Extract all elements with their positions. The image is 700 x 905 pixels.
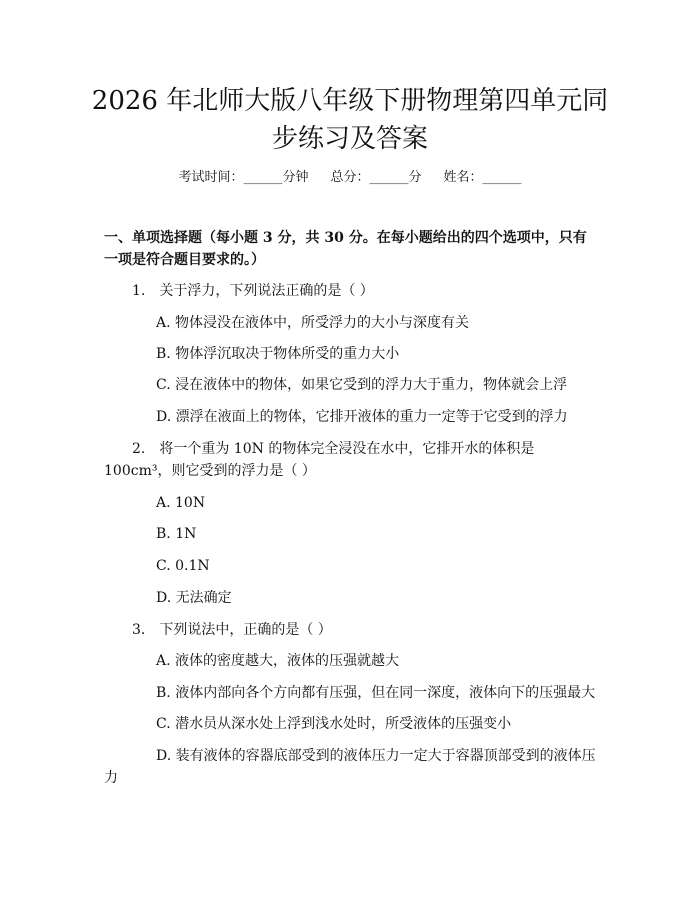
question-1-option-b: B. 物体浮沉取决于物体所受的重力大小 xyxy=(156,346,400,362)
total-score-field: 总分：______分 xyxy=(330,170,422,185)
question-1-option-c: C. 浸在液体中的物体，如果它受到的浮力大于重力，物体就会上浮 xyxy=(156,377,568,393)
student-name-field: 姓名：______ xyxy=(443,170,522,185)
question-2-option-d: D. 无法确定 xyxy=(156,590,232,606)
question-3-stem: 3. 下列说法中，正确的是（ ） xyxy=(132,622,332,638)
question-2-option-c: C. 0.1N xyxy=(156,558,210,574)
question-3-option-b: B. 液体内部向各个方向都有压强，但在同一深度，液体向下的压强最大 xyxy=(156,685,596,701)
question-3-option-a: A. 液体的密度越大，液体的压强就越大 xyxy=(156,653,400,669)
question-2-stem: 2. 将一个重为 10N 的物体完全浸没在水中，它排开水的体积是 100cm³，则它受到的浮力是（ ） xyxy=(104,441,535,479)
question-3-option-d: D. 装有液体的容器底部受到的液体压力一定大于容器顶部受到的液体压力 xyxy=(104,748,596,786)
section-heading: 一、单项选择题（每小题 3 分，共 30 分。在每小题给出的四个选项中，只有一项是符合题目要求的。） xyxy=(104,230,587,268)
page-title: 2026 年北师大版八年级下册物理第四单元同步练习及答案 xyxy=(91,86,609,154)
question-2-option-a: A. 10N xyxy=(156,495,206,511)
question-3-option-c: C. 潜水员从深水处上浮到浅水处时，所受液体的压强变小 xyxy=(156,716,512,732)
question-1-stem: 1. 关于浮力，下列说法正确的是（ ） xyxy=(132,283,374,299)
question-1-option-a: A. 物体浸没在液体中，所受浮力的大小与深度有关 xyxy=(156,315,470,331)
exam-time-field: 考试时间：______分钟 xyxy=(178,170,309,185)
question-1-option-d: D. 漂浮在液面上的物体，它排开液体的重力一定等于它受到的浮力 xyxy=(156,409,568,425)
question-2-option-b: B. 1N xyxy=(156,526,197,542)
exam-info-line xyxy=(0,168,700,188)
